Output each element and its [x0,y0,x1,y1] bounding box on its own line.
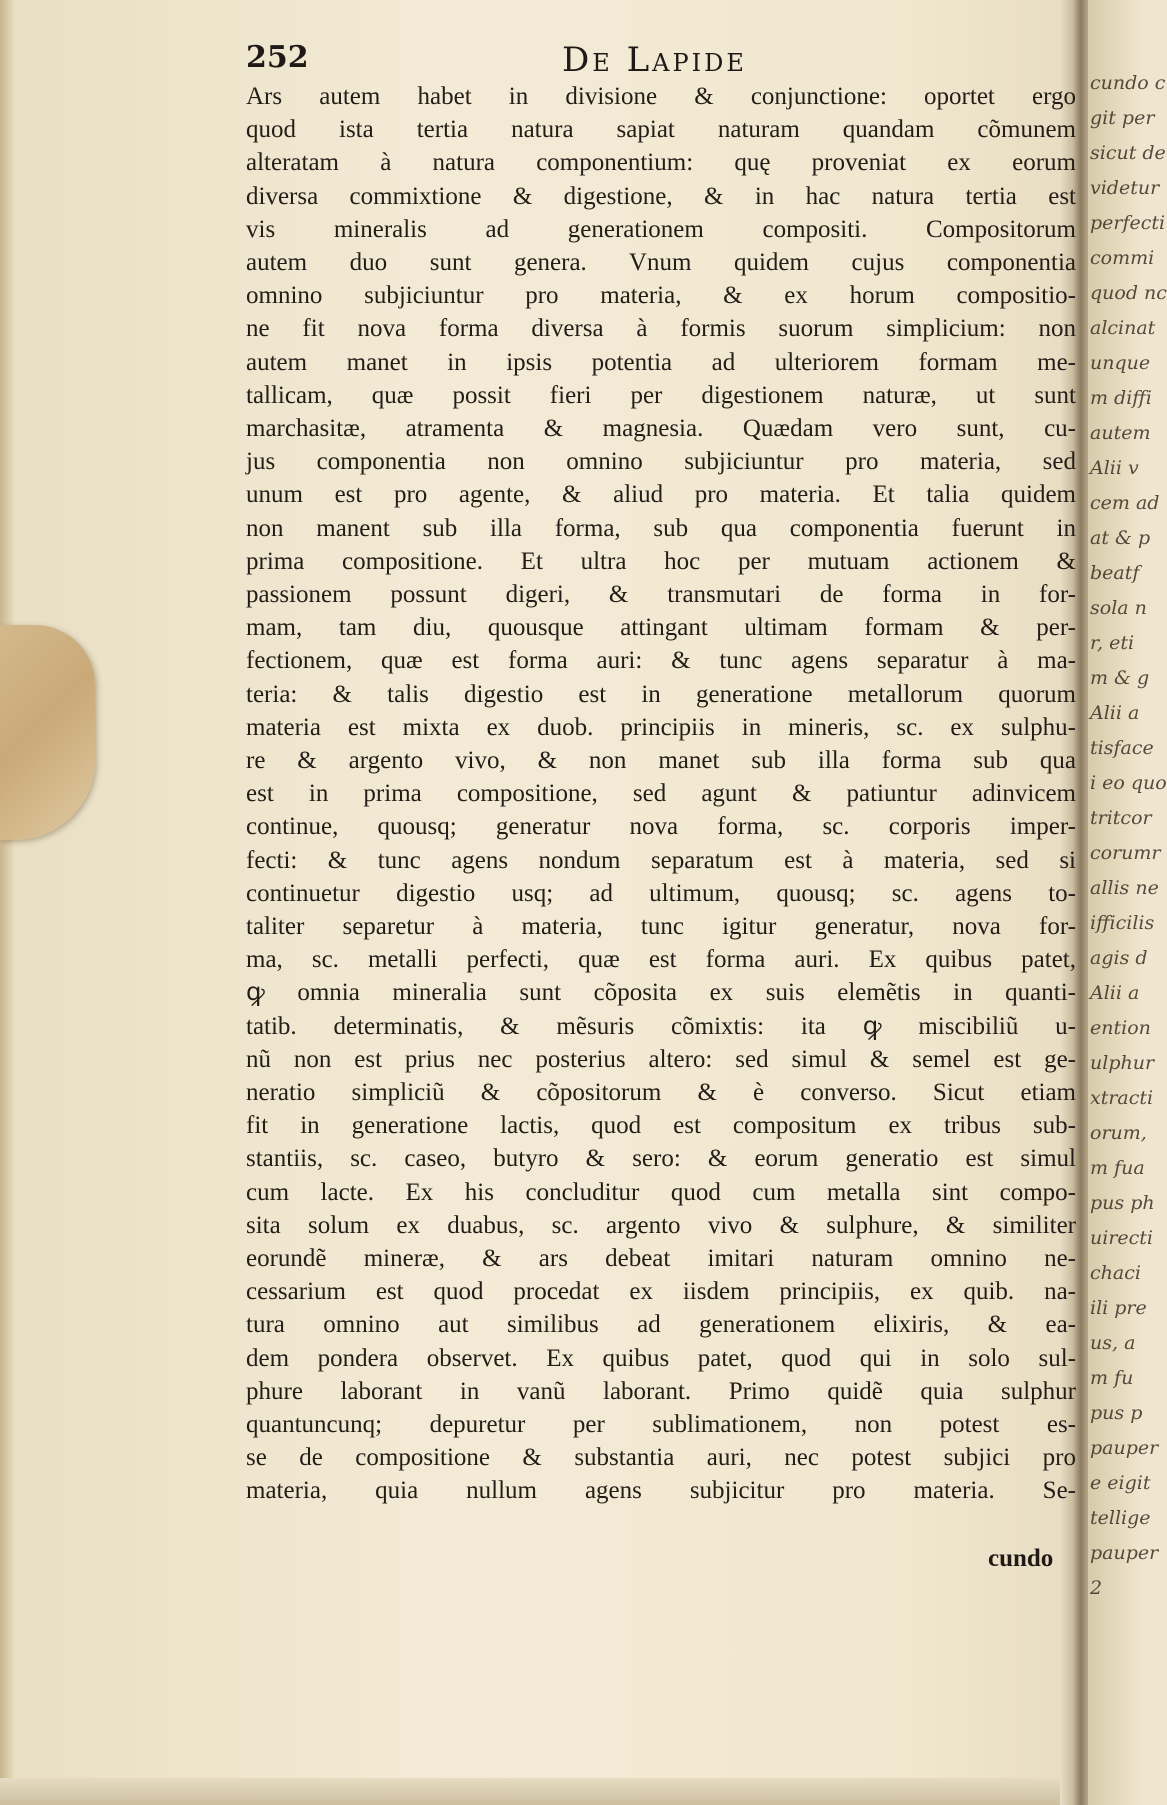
page-left-edge [0,0,14,1805]
text-line: ma, sc. metalli perfecti, quæ est forma auri. Ex quibus patet, [246,946,1076,974]
text-line: teria: & talis digestio est in generatione metallorum quorum [246,680,1076,708]
facing-page-line: 2 [1090,1577,1103,1599]
facing-page-line: tisface [1090,737,1154,759]
facing-page-line: e eigit [1090,1472,1151,1494]
text-line: nũ non est prius nec posterius altero: sed simul & semel est ge- [246,1045,1076,1073]
facing-page-line: tellige [1090,1507,1151,1529]
facing-page-line: chaci [1090,1262,1141,1284]
facing-page-line: unque [1090,352,1151,374]
text-line: re & argento vivo, & non manet sub illa forma sub qua [246,747,1076,774]
text-line: Ars autem habet in divisione & conjunctione: oportet ergo [246,83,1076,110]
facing-page-line: ention [1090,1017,1151,1039]
text-line: autem duo sunt genera. Vnum quidem cujus componentia [246,249,1076,276]
facing-page-line: commi [1090,247,1155,269]
facing-page-line: pauper [1090,1542,1159,1564]
facing-page-line: allis ne [1090,877,1159,899]
text-line: marchasitæ, atramenta & magnesia. Quædam vero sunt, cu- [246,415,1076,442]
text-line: tatib. determinatis, & mẽsuris cõmixtis: ita ꝙ miscibiliũ u- [246,1012,1076,1040]
facing-page-line: git per [1090,107,1155,129]
text-line: vis mineralis ad generationem compositi. Compositorum [246,215,1076,243]
text-line: fecti: & tunc agens nondum separatum est à materia, sed si [246,846,1076,874]
text-line: materia est mixta ex duob. principiis in mineris, sc. ex sulphu- [246,713,1076,741]
facing-page-line: beatf [1090,562,1140,584]
facing-page-line: autem [1090,422,1151,444]
facing-page-line: pus p [1090,1402,1143,1424]
facing-page-line: i eo quo [1090,772,1167,794]
facing-page-line: m fu [1090,1367,1134,1389]
text-line: tura omnino aut similibus ad generationem elixiris, & ea- [246,1311,1076,1339]
page-bottom-edge [0,1778,1140,1805]
facing-page-line: Alii a [1090,982,1140,1004]
text-line: taliter separetur à materia, tunc igitur generatur, nova for- [246,913,1076,940]
text-line: phure laborant in vanũ laborant. Primo quidẽ quia sulphur [246,1377,1076,1405]
facing-page-line: quod nc [1090,282,1167,304]
facing-page-line: xtracti [1090,1087,1154,1109]
facing-page-line: pauper [1090,1437,1159,1459]
folio-number: 252 [246,40,309,75]
facing-page-line: uirecti [1090,1227,1153,1249]
text-line: autem manet in ipsis potentia ad ulteriorem formam me- [246,348,1076,376]
text-line: dem pondera observet. Ex quibus patet, quod qui in solo sul- [246,1344,1076,1372]
text-line: neratio simpliciũ & cõpositorum & è converso. Sicut etiam [246,1079,1076,1106]
text-line: passionem possunt digeri, & transmutari de forma in for- [246,581,1076,608]
facing-page-line: orum, [1090,1122,1147,1144]
text-line: ne fit nova forma diversa à formis suorum simplicium: non [246,315,1076,343]
text-line: non manent sub illa forma, sub qua componentia fuerunt in [246,514,1076,542]
text-line: materia, quia nullum agens subjicitur pro materia. Se- [246,1477,1076,1505]
facing-page-line: m fua [1090,1157,1145,1179]
text-line: ꝙ omnia mineralia sunt cõposita ex suis elemẽtis in quanti- [246,979,1076,1007]
text-line: cum lacte. Ex his concluditur quod cum metalla sint compo- [246,1178,1076,1206]
facing-page-line: r, eti [1090,632,1135,654]
text-line: continuetur digestio usq; ad ultimum, quousq; sc. agens to- [246,879,1076,907]
text-line: fectionem, quæ est forma auri: & tunc agens separatur à ma- [246,647,1076,675]
facing-page-line: agis d [1090,947,1148,969]
text-line: diversa commixtione & digestione, & in hac natura tertia est [246,182,1076,210]
facing-page-line: sicut de [1090,142,1166,164]
facing-page-line: ili pre [1090,1297,1147,1319]
text-line: tallicam, quæ possit fieri per digestionem naturæ, ut sunt [246,381,1076,409]
running-title: De Lapide [562,40,747,80]
text-line: mam, tam diu, quousque attingant ultimam formam & per- [246,614,1076,642]
text-line: quod ista tertia natura sapiat naturam quandam cõmunem [246,116,1076,144]
facing-page-fragment [1088,0,1167,1805]
facing-page-line: ifficilis [1090,912,1155,934]
text-line: alteratam à natura componentium: quę proveniat ex eorum [246,149,1076,177]
facing-page-line: cundo c [1090,72,1166,94]
facing-page-line: m & g [1090,667,1150,689]
facing-page-line: corumr [1090,842,1161,864]
text-line: stantiis, sc. caseo, butyro & sero: & eorum generatio est simul [246,1145,1076,1173]
facing-page-line: tritcor [1090,807,1152,829]
text-line: prima compositione. Et ultra hoc per mutuam actionem & [246,547,1076,575]
catchword: cundo [988,1545,1054,1572]
page-header [246,40,1076,80]
facing-page-line: pus ph [1090,1192,1155,1214]
facing-page-line: cem ad [1090,492,1160,514]
text-line: est in prima compositione, sed agunt & patiuntur adinvicem [246,780,1076,808]
facing-page-line: perfecti [1090,212,1166,234]
text-line: omnino subjiciuntur pro materia, & ex horum compositio- [246,282,1076,310]
text-line: eorundẽ mineræ, & ars debeat imitari naturam omnino ne- [246,1245,1076,1272]
facing-page-line: m diffi [1090,387,1152,409]
facing-page-line: ulphur [1090,1052,1155,1074]
facing-page-line: Alii v [1090,457,1139,479]
text-line: continue, quousq; generatur nova forma, sc. corporis imper- [246,813,1076,841]
facing-page-line: us, a [1090,1332,1136,1354]
text-line: jus componentia non omnino subjiciuntur pro materia, sed [246,448,1076,476]
text-line: sita solum ex duabus, sc. argento vivo & sulphure, & similiter [246,1211,1076,1239]
facing-page-line: videtur [1090,177,1160,199]
facing-page-line: sola n [1090,597,1147,619]
facing-page-line: at & p [1090,527,1151,549]
text-line: cessarium est quod procedat ex iisdem principiis, ex quib. na- [246,1278,1076,1306]
facing-page-line: alcinat [1090,317,1156,339]
text-line: fit in generatione lactis, quod est compositum ex tribus sub- [246,1112,1076,1140]
text-line: se de compositione & substantia auri, nec potest subjici pro [246,1444,1076,1472]
text-line: unum est pro agente, & aliud pro materia. Et talia quidem [246,481,1076,509]
text-line: quantuncunq; depuretur per sublimationem, non potest es- [246,1411,1076,1438]
facing-page-line: Alii a [1090,702,1140,724]
